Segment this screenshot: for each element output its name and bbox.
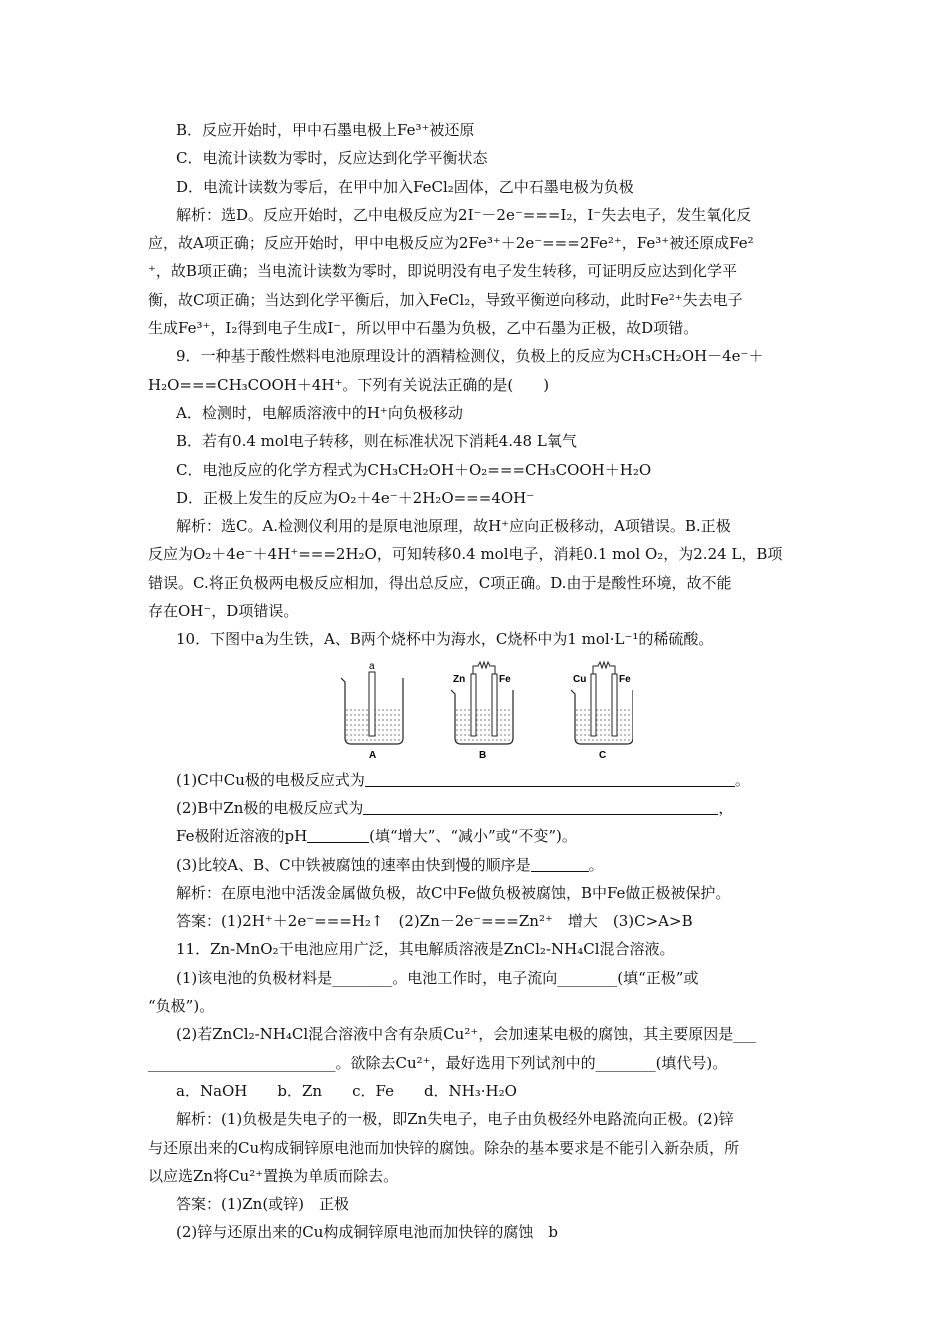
q10-part-3	[148, 851, 808, 879]
q10-part-1-tail: 。	[734, 770, 750, 789]
analysis-11-line-1: 解析：(1)负极是失电子的一极，即Zn失电子，电子由负极经外电路流向正极。(2)锌	[176, 1110, 734, 1129]
question-9-line-1: 9．一种基于酸性燃料电池原理设计的酒精检测仪，负极上的反应为CH₃CH₂OH－4e⁻＋	[176, 347, 764, 366]
analysis-8-line-1: 解析：选D。反应开始时，乙中电极反应为2I⁻－2e⁻===I₂，I⁻失去电子，发生氧化反	[176, 205, 752, 224]
answer-11-line-1: 答案：(1)Zn(或锌) 正极	[176, 1195, 350, 1214]
q11-options: a．NaOH b．Zn c．Fe d．NH₃·H₂O	[176, 1081, 517, 1100]
question-9-line-2: H₂O===CH₃COOH＋4H⁺。下列有关说法正确的是( )	[148, 375, 550, 394]
analysis-8-line-2: 应，故A项正确；反应开始时，甲中电极反应为2Fe³⁺＋2e⁻===2Fe²⁺，Fe³⁺被还原成Fe²	[148, 234, 754, 253]
q10-part-1	[148, 766, 808, 794]
analysis-8-line-5: 生成Fe³⁺，I₂得到电子生成I⁻，所以甲中石墨为负极，乙中石墨为正极，故D项错。	[148, 319, 699, 338]
beaker-b	[451, 662, 513, 761]
option-d-line: D．电流计读数为零后，在甲中加入FeCl₂固体，乙中石墨电极为负极	[176, 177, 634, 196]
answer-blank-4[interactable]	[531, 870, 589, 872]
analysis-11-line-3: 以应选Zn将Cu²⁺置换为单质而除去。	[148, 1166, 399, 1185]
q11-part-2-line-1: (2)若ZnCl₂-NH₄Cl混合溶液中含有杂质Cu²⁺，会加速某电极的腐蚀，其主要原因是___	[176, 1025, 756, 1044]
option-b-line: B．反应开始时，甲中石墨电极上Fe³⁺被还原	[176, 121, 475, 139]
answer-blank-1[interactable]	[365, 785, 735, 787]
q10-part-2-tail: ，	[718, 798, 734, 817]
q10-part-2	[148, 794, 808, 822]
q10-part-3-text: (3)比较A、B、C中铁被腐蚀的速率由快到慢的顺序是	[176, 855, 531, 874]
document-body	[148, 116, 808, 1247]
label-b-zn: Zn	[453, 673, 466, 685]
label-c-fe: Fe	[619, 673, 631, 685]
q9-option-a: A．检测时，电解质溶液中的H⁺向负极移动	[176, 403, 463, 422]
label-a: a	[369, 660, 375, 672]
question-10-line-1: 10．下图中a为生铁，A、B两个烧杯中为海水，C烧杯中为1 mol·L⁻¹的稀硫酸。	[176, 630, 714, 649]
q11-part-2-line-2: _________________________。欲除去Cu²⁺，最好选用下列试剂中的________(填代号)。	[148, 1053, 728, 1072]
q10-part-2b	[148, 822, 808, 850]
q11-part-1-line-1: (1)该电池的负极材料是________。电池工作时，电子流向________(填“正极”或	[176, 968, 699, 987]
q10-part-2b-tail: (填“增大”、“减小”或“不变”)。	[369, 827, 577, 846]
q10-part-2-text: (2)B中Zn极的电极反应式为	[176, 798, 364, 817]
label-b-fe: Fe	[499, 673, 511, 685]
label-beaker-c: C	[599, 749, 607, 761]
beaker-a	[341, 661, 403, 761]
label-c-cu: Cu	[573, 673, 587, 685]
question-11-line-1: 11．Zn-MnO₂干电池应用广泛，其电解质溶液是ZnCl₂-NH₄Cl混合溶液。	[176, 940, 675, 959]
analysis-11-line-2: 与还原出来的Cu构成铜锌原电池而加快锌的腐蚀。除杂的基本要求是不能引入新杂质，所	[148, 1138, 740, 1157]
q10-part-3-tail: 。	[588, 855, 604, 874]
q9-option-d: D．正极上发生的反应为O₂＋4e⁻＋2H₂O===4OH⁻	[176, 488, 535, 507]
answer-blank-3[interactable]	[307, 841, 369, 843]
analysis-8-line-3: ⁺，故B项正确；当电流计读数为零时，即说明没有电子发生转移，可证明反应达到化学平	[148, 262, 737, 281]
label-beaker-a: A	[369, 749, 377, 761]
q10-part-2b-text: Fe极附近溶液的pH	[176, 827, 308, 846]
answer-10: 答案：(1)2H⁺＋2e⁻===H₂↑ (2)Zn－2e⁻===Zn²⁺ 增大 (3)C>A>B	[176, 912, 693, 931]
beaker-c	[571, 662, 633, 761]
analysis-9-line-2: 反应为O₂＋4e⁻＋4H⁺===2H₂O，可知转移0.4 mol电子，消耗0.1 mol O₂，为2.24 L，B项	[148, 545, 783, 564]
answer-11-line-2: (2)锌与还原出来的Cu构成铜锌原电池而加快锌的腐蚀 b	[176, 1223, 558, 1242]
analysis-9-line-1: 解析：选C。A.检测仪利用的是原电池原理，故H⁺应向正极移动，A项错误。B.正极	[176, 517, 731, 536]
q9-option-c: C．电池反应的化学方程式为CH₃CH₂OH＋O₂===CH₃COOH＋H₂O	[176, 460, 652, 479]
analysis-9-line-3: 错误。C.将正负极两电极反应相加，得出总反应，C项正确。D.由于是酸性环境，故不能	[148, 573, 732, 592]
q11-part-1-line-2: “负极”)。	[148, 997, 215, 1016]
analysis-8-line-4: 衡，故C项正确；当达到化学平衡后，加入FeCl₂，导致平衡逆向移动，此时Fe²⁺失去电子	[148, 290, 743, 309]
q10-part-1-text: (1)C中Cu极的电极反应式为	[176, 770, 365, 789]
option-c-line: C．电流计读数为零时，反应达到化学平衡状态	[176, 149, 488, 168]
analysis-10: 解析：在原电池中活泼金属做负极，故C中Fe做负极被腐蚀，B中Fe做正极被保护。	[176, 883, 731, 902]
label-beaker-b: B	[479, 749, 487, 761]
analysis-9-line-4: 存在OH⁻，D项错误。	[148, 602, 299, 621]
beaker-diagram	[333, 660, 633, 762]
answer-blank-2[interactable]	[363, 813, 718, 815]
q9-option-b: B．若有0.4 mol电子转移，则在标准状况下消耗4.48 L氧气	[176, 432, 577, 451]
beaker-figure	[148, 660, 808, 762]
